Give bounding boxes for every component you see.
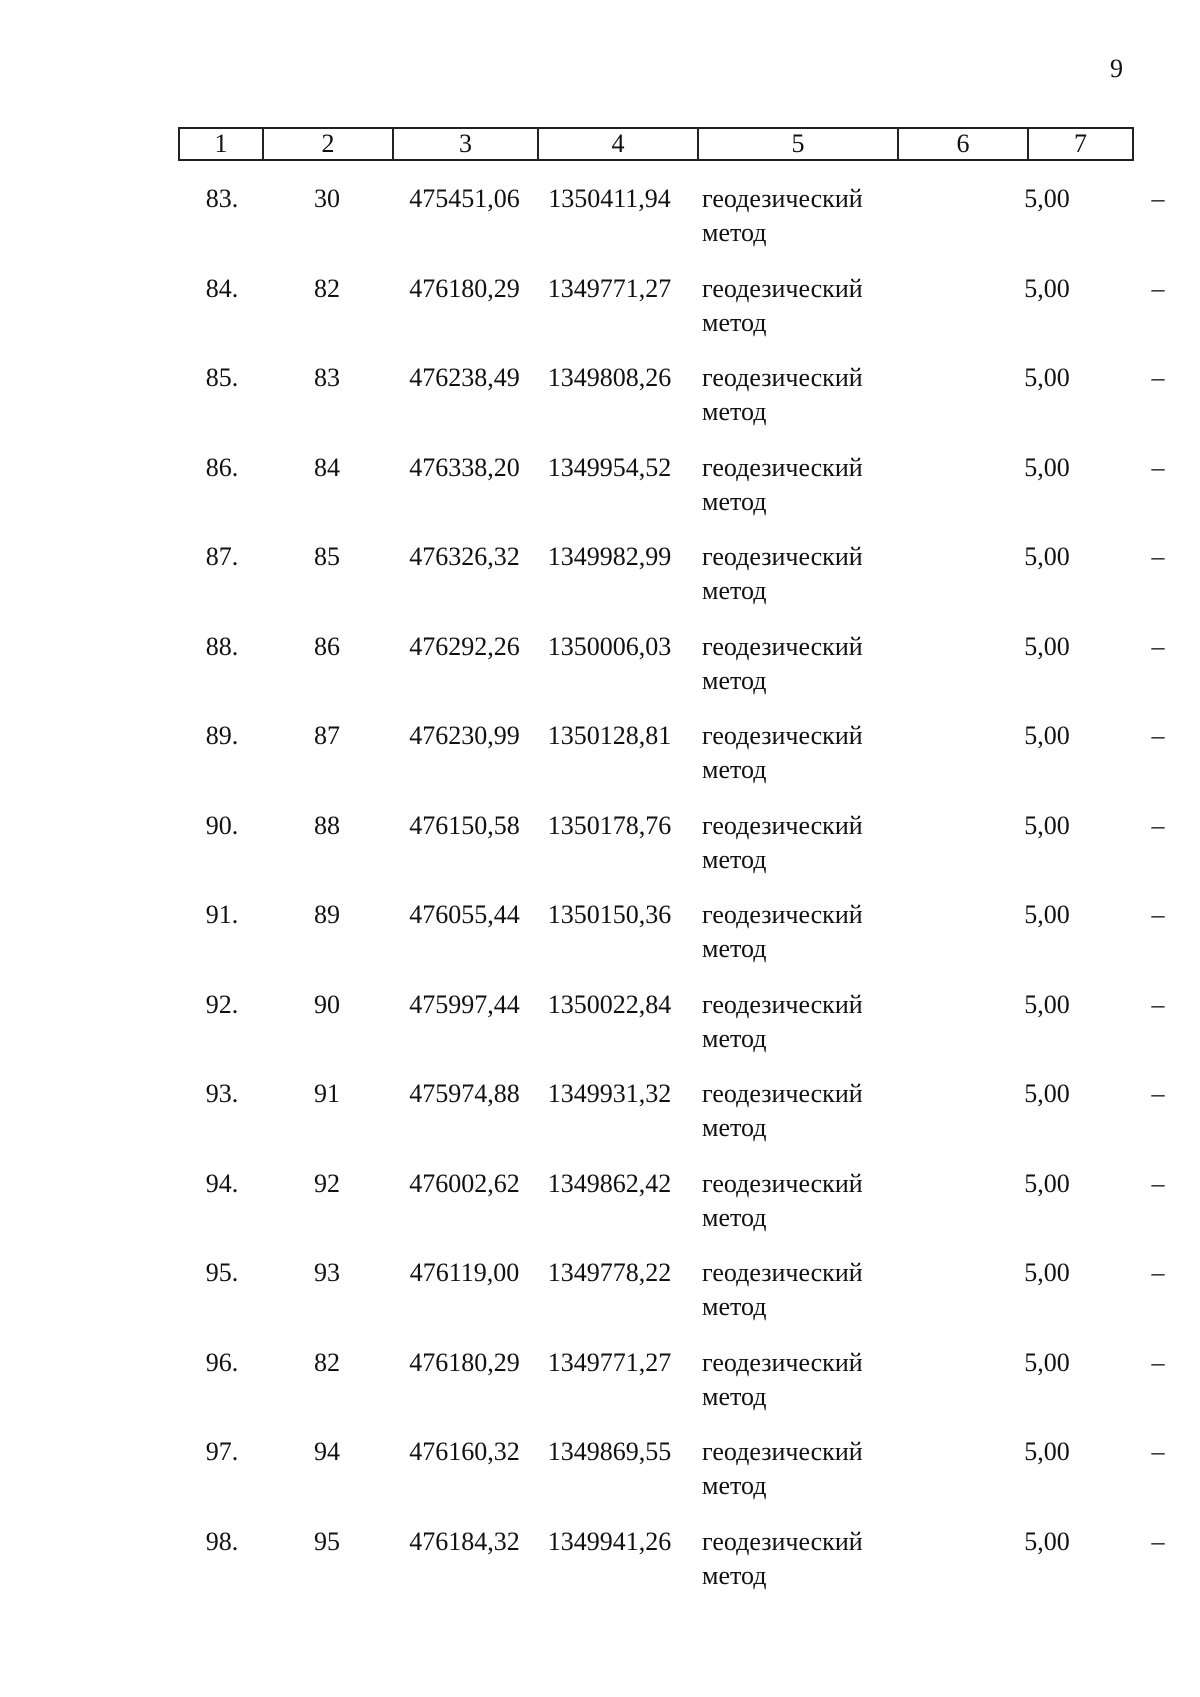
coordinate-y: 1350022,84: [547, 989, 672, 1019]
method-line-2: метод: [702, 1023, 767, 1053]
table-row: [178, 1435, 1165, 1525]
accuracy-value: 5,00: [1024, 184, 1070, 213]
accuracy-value: 5,00: [1024, 363, 1070, 392]
coordinate-x: 476326,32: [409, 542, 520, 571]
coordinate-y: 1349778,22: [547, 1258, 672, 1287]
coordinate-x: 476150,58: [409, 810, 520, 840]
coordinate-x: 476160,32: [409, 1437, 520, 1466]
method-line-1: геодезический: [702, 989, 863, 1019]
method-line-1: геодезический: [702, 1347, 863, 1377]
row-index: 87.: [205, 542, 239, 571]
page-number: 9: [1110, 54, 1123, 83]
point-number: 84: [314, 452, 340, 482]
note-dash: –: [1151, 989, 1165, 1019]
coordinate-x: 476292,26: [409, 631, 520, 661]
row-index: 96.: [205, 1347, 239, 1377]
header-cell-7: 7: [1028, 128, 1133, 160]
coordinate-x: 475997,44: [409, 989, 520, 1019]
accuracy-value: 5,00: [1024, 1437, 1070, 1466]
coordinate-y: 1350411,94: [548, 184, 671, 213]
table-row: [178, 182, 1165, 272]
method-line-2: метод: [702, 1113, 767, 1142]
table-row: [178, 630, 1165, 720]
point-number: 86: [314, 631, 340, 661]
coordinate-y: 1349771,27: [547, 1347, 672, 1377]
row-index: 93.: [205, 1079, 239, 1108]
accuracy-value: 5,00: [1024, 1079, 1070, 1108]
accuracy-value: 5,00: [1024, 631, 1070, 661]
accuracy-value: 5,00: [1024, 989, 1070, 1019]
point-number: 82: [314, 1347, 340, 1377]
point-number: 90: [314, 989, 340, 1019]
accuracy-value: 5,00: [1024, 721, 1070, 750]
coordinate-x: 476338,20: [409, 452, 520, 482]
determination-method: [702, 540, 902, 608]
note-dash: –: [1151, 721, 1165, 750]
coordinate-y: 1349941,26: [547, 1526, 672, 1556]
determination-method: [702, 361, 902, 429]
note-dash: –: [1151, 184, 1165, 213]
point-number: 85: [314, 542, 340, 571]
point-number: 82: [314, 273, 340, 303]
coordinate-x: 476230,99: [409, 721, 520, 750]
point-number: 94: [314, 1437, 340, 1466]
determination-method: [702, 272, 902, 340]
determination-method: [702, 898, 902, 966]
row-index: 83.: [205, 184, 239, 213]
coordinate-y: 1350128,81: [547, 721, 672, 750]
header-cell-3: 3: [393, 128, 538, 160]
point-number: 83: [314, 363, 340, 392]
header-cell-4: 4: [538, 128, 698, 160]
coordinate-y: 1349954,52: [547, 452, 672, 482]
method-line-2: метод: [702, 844, 767, 874]
determination-method: [702, 988, 902, 1056]
row-index: 97.: [205, 1437, 239, 1466]
method-line-1: геодезический: [702, 1079, 863, 1108]
note-dash: –: [1151, 1168, 1165, 1198]
note-dash: –: [1151, 273, 1165, 303]
row-index: 86.: [205, 452, 239, 482]
accuracy-value: 5,00: [1024, 452, 1070, 482]
note-dash: –: [1151, 452, 1165, 482]
coordinate-y: 1350150,36: [547, 900, 672, 929]
header-cell-1: 1: [179, 128, 263, 160]
point-number: 88: [314, 810, 340, 840]
determination-method: [702, 1525, 902, 1593]
method-line-2: метод: [702, 934, 767, 963]
header-cell-5: 5: [698, 128, 898, 160]
note-dash: –: [1151, 1258, 1165, 1287]
method-line-1: геодезический: [702, 542, 863, 571]
accuracy-value: 5,00: [1024, 1526, 1070, 1556]
row-index: 91.: [205, 900, 239, 929]
coordinate-x: 475451,06: [409, 184, 520, 213]
header-cell-6: 6: [898, 128, 1028, 160]
method-line-2: метод: [702, 665, 767, 695]
determination-method: [702, 1435, 902, 1503]
accuracy-value: 5,00: [1024, 1168, 1070, 1198]
determination-method: [702, 809, 902, 877]
method-line-2: метод: [702, 1471, 767, 1500]
accuracy-value: 5,00: [1024, 900, 1070, 929]
coordinate-x: 476002,62: [409, 1168, 520, 1198]
method-line-2: метод: [702, 1292, 767, 1321]
column-number-header: [178, 127, 1134, 161]
table-row: [178, 361, 1165, 451]
table-row: [178, 809, 1165, 899]
table-row: [178, 540, 1165, 630]
table-row: [178, 1346, 1165, 1436]
table-row: [178, 1256, 1165, 1346]
point-number: 87: [314, 721, 340, 750]
determination-method: [702, 1256, 902, 1324]
coordinate-y: 1349808,26: [547, 363, 672, 392]
determination-method: [702, 182, 902, 250]
method-line-1: геодезический: [702, 631, 863, 661]
accuracy-value: 5,00: [1024, 542, 1070, 571]
note-dash: –: [1151, 1347, 1165, 1377]
row-index: 94.: [205, 1168, 239, 1198]
method-line-1: геодезический: [702, 810, 863, 840]
method-line-2: метод: [702, 218, 767, 247]
note-dash: –: [1151, 1526, 1165, 1556]
row-index: 84.: [205, 273, 239, 303]
header-row: [179, 128, 1133, 160]
accuracy-value: 5,00: [1024, 273, 1070, 303]
method-line-2: метод: [702, 307, 767, 337]
note-dash: –: [1151, 810, 1165, 840]
accuracy-value: 5,00: [1024, 1347, 1070, 1377]
coordinate-y: 1349982,99: [547, 542, 672, 571]
coordinate-y: 1349771,27: [547, 273, 672, 303]
determination-method: [702, 630, 902, 698]
accuracy-value: 5,00: [1024, 810, 1070, 840]
determination-method: [702, 1077, 902, 1145]
row-index: 98.: [205, 1526, 239, 1556]
coordinate-y: 1350178,76: [547, 810, 672, 840]
point-number: 95: [314, 1526, 340, 1556]
row-index: 95.: [205, 1258, 239, 1287]
coordinate-x: 476055,44: [409, 900, 520, 929]
table-row: [178, 1167, 1165, 1257]
note-dash: –: [1151, 1437, 1165, 1466]
coordinate-x: 476119,00: [409, 1258, 520, 1287]
coordinate-x: 476238,49: [409, 363, 520, 392]
table-row: [178, 451, 1165, 541]
accuracy-value: 5,00: [1024, 1258, 1070, 1287]
method-line-2: метод: [702, 486, 767, 516]
row-index: 89.: [205, 721, 239, 750]
method-line-1: геодезический: [702, 1168, 863, 1198]
note-dash: –: [1151, 1079, 1165, 1108]
method-line-1: геодезический: [702, 721, 863, 750]
method-line-2: метод: [702, 1560, 767, 1590]
table-row: [178, 1077, 1165, 1167]
determination-method: [702, 1167, 902, 1235]
table-row: [178, 988, 1165, 1078]
table-row: [178, 1525, 1165, 1615]
method-line-1: геодезический: [702, 452, 863, 482]
point-number: 93: [314, 1258, 340, 1287]
determination-method: [702, 719, 902, 787]
table-row: [178, 719, 1165, 809]
method-line-1: геодезический: [702, 900, 863, 929]
coordinate-x: 476180,29: [409, 1347, 520, 1377]
coordinate-y: 1349862,42: [547, 1168, 672, 1198]
method-line-2: метод: [702, 397, 767, 426]
note-dash: –: [1151, 363, 1165, 392]
table-row: [178, 272, 1165, 362]
method-line-1: геодезический: [702, 273, 863, 303]
table-row: [178, 898, 1165, 988]
header-cell-2: 2: [263, 128, 393, 160]
method-line-1: геодезический: [702, 1526, 863, 1556]
method-line-2: метод: [702, 1381, 767, 1411]
method-line-2: метод: [702, 755, 767, 784]
row-index: 92.: [205, 989, 239, 1019]
method-line-1: геодезический: [702, 184, 863, 213]
method-line-2: метод: [702, 576, 767, 605]
note-dash: –: [1151, 900, 1165, 929]
point-number: 92: [314, 1168, 340, 1198]
method-line-1: геодезический: [702, 1258, 863, 1287]
coordinate-y: 1349869,55: [547, 1437, 672, 1466]
coordinate-x: 476180,29: [409, 273, 520, 303]
method-line-1: геодезический: [702, 1437, 863, 1466]
coordinate-y: 1350006,03: [547, 631, 672, 661]
note-dash: –: [1151, 631, 1165, 661]
coordinate-x: 476184,32: [409, 1526, 520, 1556]
coordinate-x: 475974,88: [409, 1079, 520, 1108]
coordinate-y: 1349931,32: [547, 1079, 672, 1108]
coordinates-table-body: [178, 182, 1165, 1614]
row-index: 88.: [205, 631, 239, 661]
row-index: 85.: [205, 363, 239, 392]
note-dash: –: [1151, 542, 1165, 571]
point-number: 91: [314, 1079, 340, 1108]
method-line-2: метод: [702, 1202, 767, 1232]
determination-method: [702, 451, 902, 519]
point-number: 89: [314, 900, 340, 929]
row-index: 90.: [205, 810, 239, 840]
determination-method: [702, 1346, 902, 1414]
method-line-1: геодезический: [702, 363, 863, 392]
point-number: 30: [314, 184, 340, 213]
